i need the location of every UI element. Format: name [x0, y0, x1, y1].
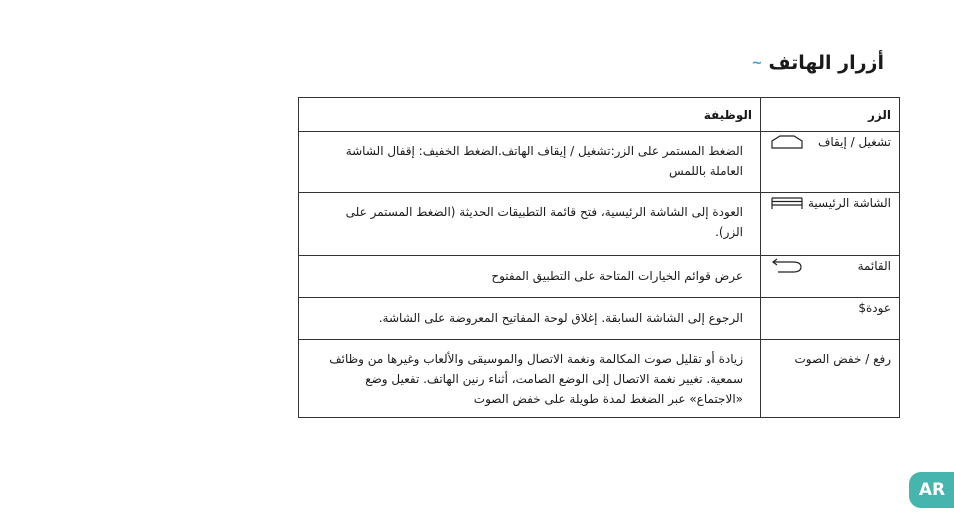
- power-key-icon: [771, 134, 803, 150]
- column-header-function: الوظيفة: [299, 98, 761, 132]
- function-text: الرجوع إلى الشاشة السابقة. إغلاق لوحة المفاتيح المعروضة على الشاشة.: [378, 311, 743, 325]
- function-text: العودة إلى الشاشة الرئيسية، فتح قائمة التطبيقات الحديثة (الضغط المستمر على الزر).: [345, 205, 743, 239]
- back-arrow-icon: [771, 258, 803, 274]
- home-key-icon: [771, 196, 803, 210]
- function-text: عرض قوائم الخيارات المتاحة على التطبيق المفتوح: [491, 269, 743, 283]
- column-header-button: الزر: [761, 98, 900, 132]
- function-cell: [299, 256, 761, 298]
- table-row: [299, 193, 900, 256]
- button-name: تشغيل / إيقاف: [817, 135, 891, 149]
- button-name: عودة$: [858, 301, 891, 315]
- button-name: الشاشة الرئيسية: [808, 196, 891, 210]
- button-name-cell: [761, 340, 900, 418]
- table-row: [299, 298, 900, 340]
- function-cell: [299, 193, 761, 256]
- section-heading: [752, 52, 884, 74]
- button-name-cell: [761, 132, 900, 193]
- function-text: زيادة أو تقليل صوت المكالمة ونغمة الاتصال والموسيقى والألعاب وغيرها من وظائف سمعية. تغيير نغمة الاتصال إلى الوضع الصامت، أثناء رنين الهاتف. تفعيل وضع «الاجتماع» عبر الضغط لمدة طويلة على خفض الصوت: [329, 352, 743, 406]
- phone-buttons-table: [298, 97, 900, 418]
- button-name-cell: [761, 298, 900, 340]
- button-name-cell: [761, 193, 900, 256]
- language-badge: AR: [909, 472, 954, 508]
- button-name: القائمة: [857, 259, 891, 273]
- function-cell: [299, 340, 761, 418]
- table-row: [299, 340, 900, 418]
- function-cell: [299, 298, 761, 340]
- page-title: أزرار الهاتف: [768, 52, 884, 74]
- button-name: رفع / خفض الصوت: [794, 352, 891, 366]
- tilde-bullet-icon: ~: [751, 55, 763, 71]
- table-row: [299, 256, 900, 298]
- function-cell: [299, 132, 761, 193]
- table-header-row: [299, 98, 900, 132]
- function-text: الضغط المستمر على الزر:تشغيل / إيقاف الهاتف.الضغط الخفيف: إقفال الشاشة العاملة باللمس: [345, 144, 743, 178]
- table-row: [299, 132, 900, 193]
- button-name-cell: [761, 256, 900, 298]
